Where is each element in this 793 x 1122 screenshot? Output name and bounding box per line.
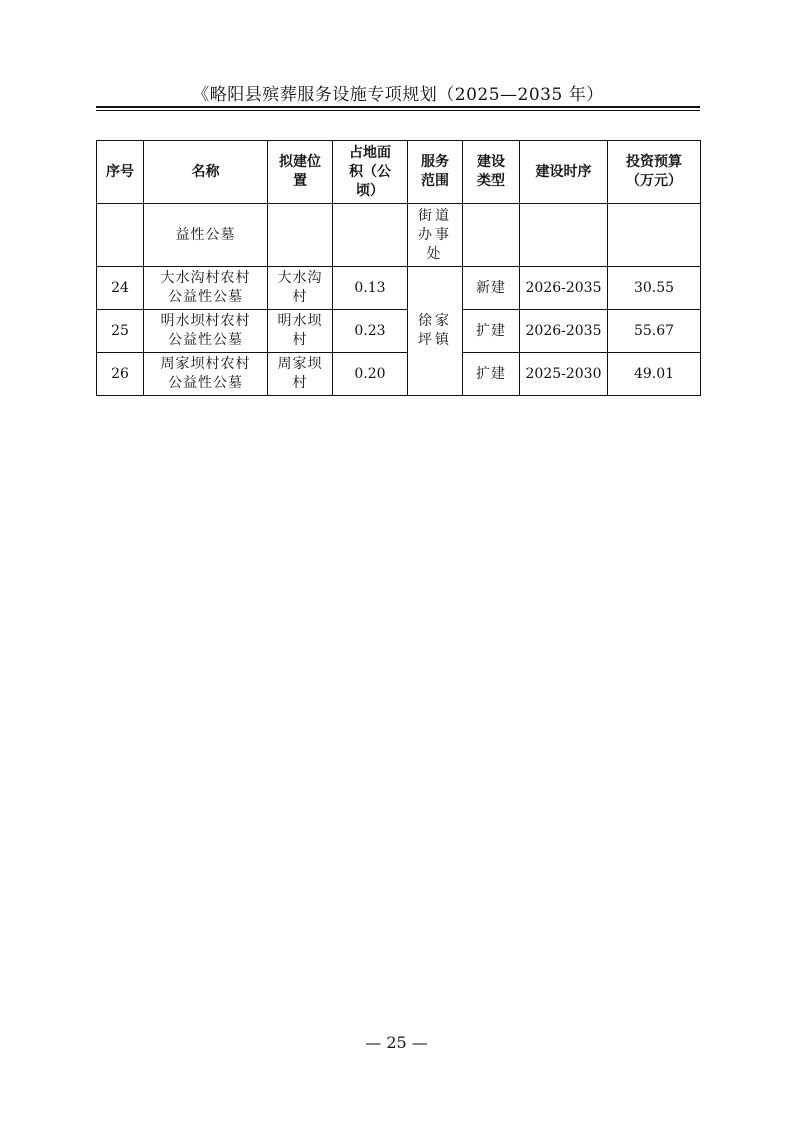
col-header-budget-line: （万元） <box>626 173 682 189</box>
cell-location <box>268 204 333 267</box>
cell-location-line: 村 <box>292 332 308 348</box>
cell-type: 扩建 <box>463 353 520 396</box>
cell-name-line: 公益性公墓 <box>168 332 243 348</box>
col-header-budget <box>608 141 701 204</box>
table-row <box>97 310 701 353</box>
col-header-period <box>520 141 608 204</box>
cell-service-area-line: 街道 <box>418 207 452 224</box>
cell-name-line: 大水沟村农村 <box>160 270 251 286</box>
col-header-no <box>97 141 144 204</box>
col-header-type-line: 类型 <box>477 173 505 189</box>
cell-area: 0.23 <box>333 310 408 353</box>
col-header-name-line: 名称 <box>191 163 220 180</box>
cell-period: 2026-2035 <box>520 267 608 310</box>
col-header-service-area-line: 服务 <box>421 154 449 170</box>
cell-no: 24 <box>97 267 144 310</box>
col-header-no-line: 序号 <box>106 163 134 180</box>
cell-service-area-line: 坪镇 <box>418 332 452 348</box>
col-header-area <box>333 141 408 204</box>
cell-name <box>144 310 268 353</box>
col-header-location <box>268 141 333 204</box>
cell-location <box>268 353 333 396</box>
cell-location-line: 村 <box>292 289 308 305</box>
table-row <box>97 267 701 310</box>
cell-name <box>144 353 268 396</box>
col-header-location-line: 拟建位 <box>279 154 321 170</box>
cell-name-line: 周家坝村农村 <box>160 356 251 372</box>
table-row <box>97 353 701 396</box>
col-header-location-line: 置 <box>293 173 307 189</box>
table-row-continued <box>97 204 701 267</box>
cell-location-line: 大水沟 <box>277 270 323 286</box>
cell-budget <box>608 204 701 267</box>
cell-no: 26 <box>97 353 144 396</box>
page-number: — 25 — <box>365 1033 428 1052</box>
cell-period: 2025-2030 <box>520 353 608 396</box>
cell-service-area <box>408 204 463 267</box>
cell-name-line: 公益性公墓 <box>168 375 243 391</box>
cell-name-line: 公益性公墓 <box>168 289 243 305</box>
col-header-area-line: 占地面 <box>349 144 391 161</box>
cell-service-area-merged <box>408 267 463 396</box>
cell-area: 0.20 <box>333 353 408 396</box>
cell-no: 25 <box>97 310 144 353</box>
cell-period <box>520 204 608 267</box>
cell-service-area-line: 办事 <box>418 226 452 243</box>
cell-name-line: 明水坝村农村 <box>160 313 251 329</box>
header-rule-thick <box>96 106 700 108</box>
cell-service-area-line: 处 <box>426 245 444 262</box>
cell-name <box>144 267 268 310</box>
header-rule-thin <box>96 110 700 111</box>
col-header-service-area <box>408 141 463 204</box>
cell-type: 扩建 <box>463 310 520 353</box>
cell-type <box>463 204 520 267</box>
cell-period: 2026-2035 <box>520 310 608 353</box>
cell-location <box>268 267 333 310</box>
cell-name: 益性公墓 <box>144 204 268 267</box>
col-header-service-area-line: 范围 <box>421 173 449 189</box>
table-header-row <box>97 141 701 204</box>
col-header-name <box>144 141 268 204</box>
col-header-type <box>463 141 520 204</box>
facility-plan-table <box>96 140 701 396</box>
cell-location-line: 明水坝 <box>277 313 323 329</box>
col-header-period-line: 建设时序 <box>535 163 592 180</box>
page-header-title: 《略阳县殡葬服务设施专项规划（2025—2035 年） <box>192 85 604 105</box>
cell-service-area-line: 徐家 <box>418 313 452 329</box>
cell-area: 0.13 <box>333 267 408 310</box>
cell-type: 新建 <box>463 267 520 310</box>
cell-location-line: 周家坝 <box>277 356 323 372</box>
col-header-area-line: 顷） <box>356 182 384 199</box>
cell-budget: 55.67 <box>608 310 701 353</box>
cell-location-line: 村 <box>292 375 308 391</box>
cell-budget: 30.55 <box>608 267 701 310</box>
cell-area <box>333 204 408 267</box>
col-header-budget-line: 投资预算 <box>626 154 682 170</box>
col-header-type-line: 建设 <box>477 154 505 170</box>
cell-no <box>97 204 144 267</box>
col-header-area-line: 积（公 <box>349 163 391 180</box>
cell-budget: 49.01 <box>608 353 701 396</box>
cell-location <box>268 310 333 353</box>
